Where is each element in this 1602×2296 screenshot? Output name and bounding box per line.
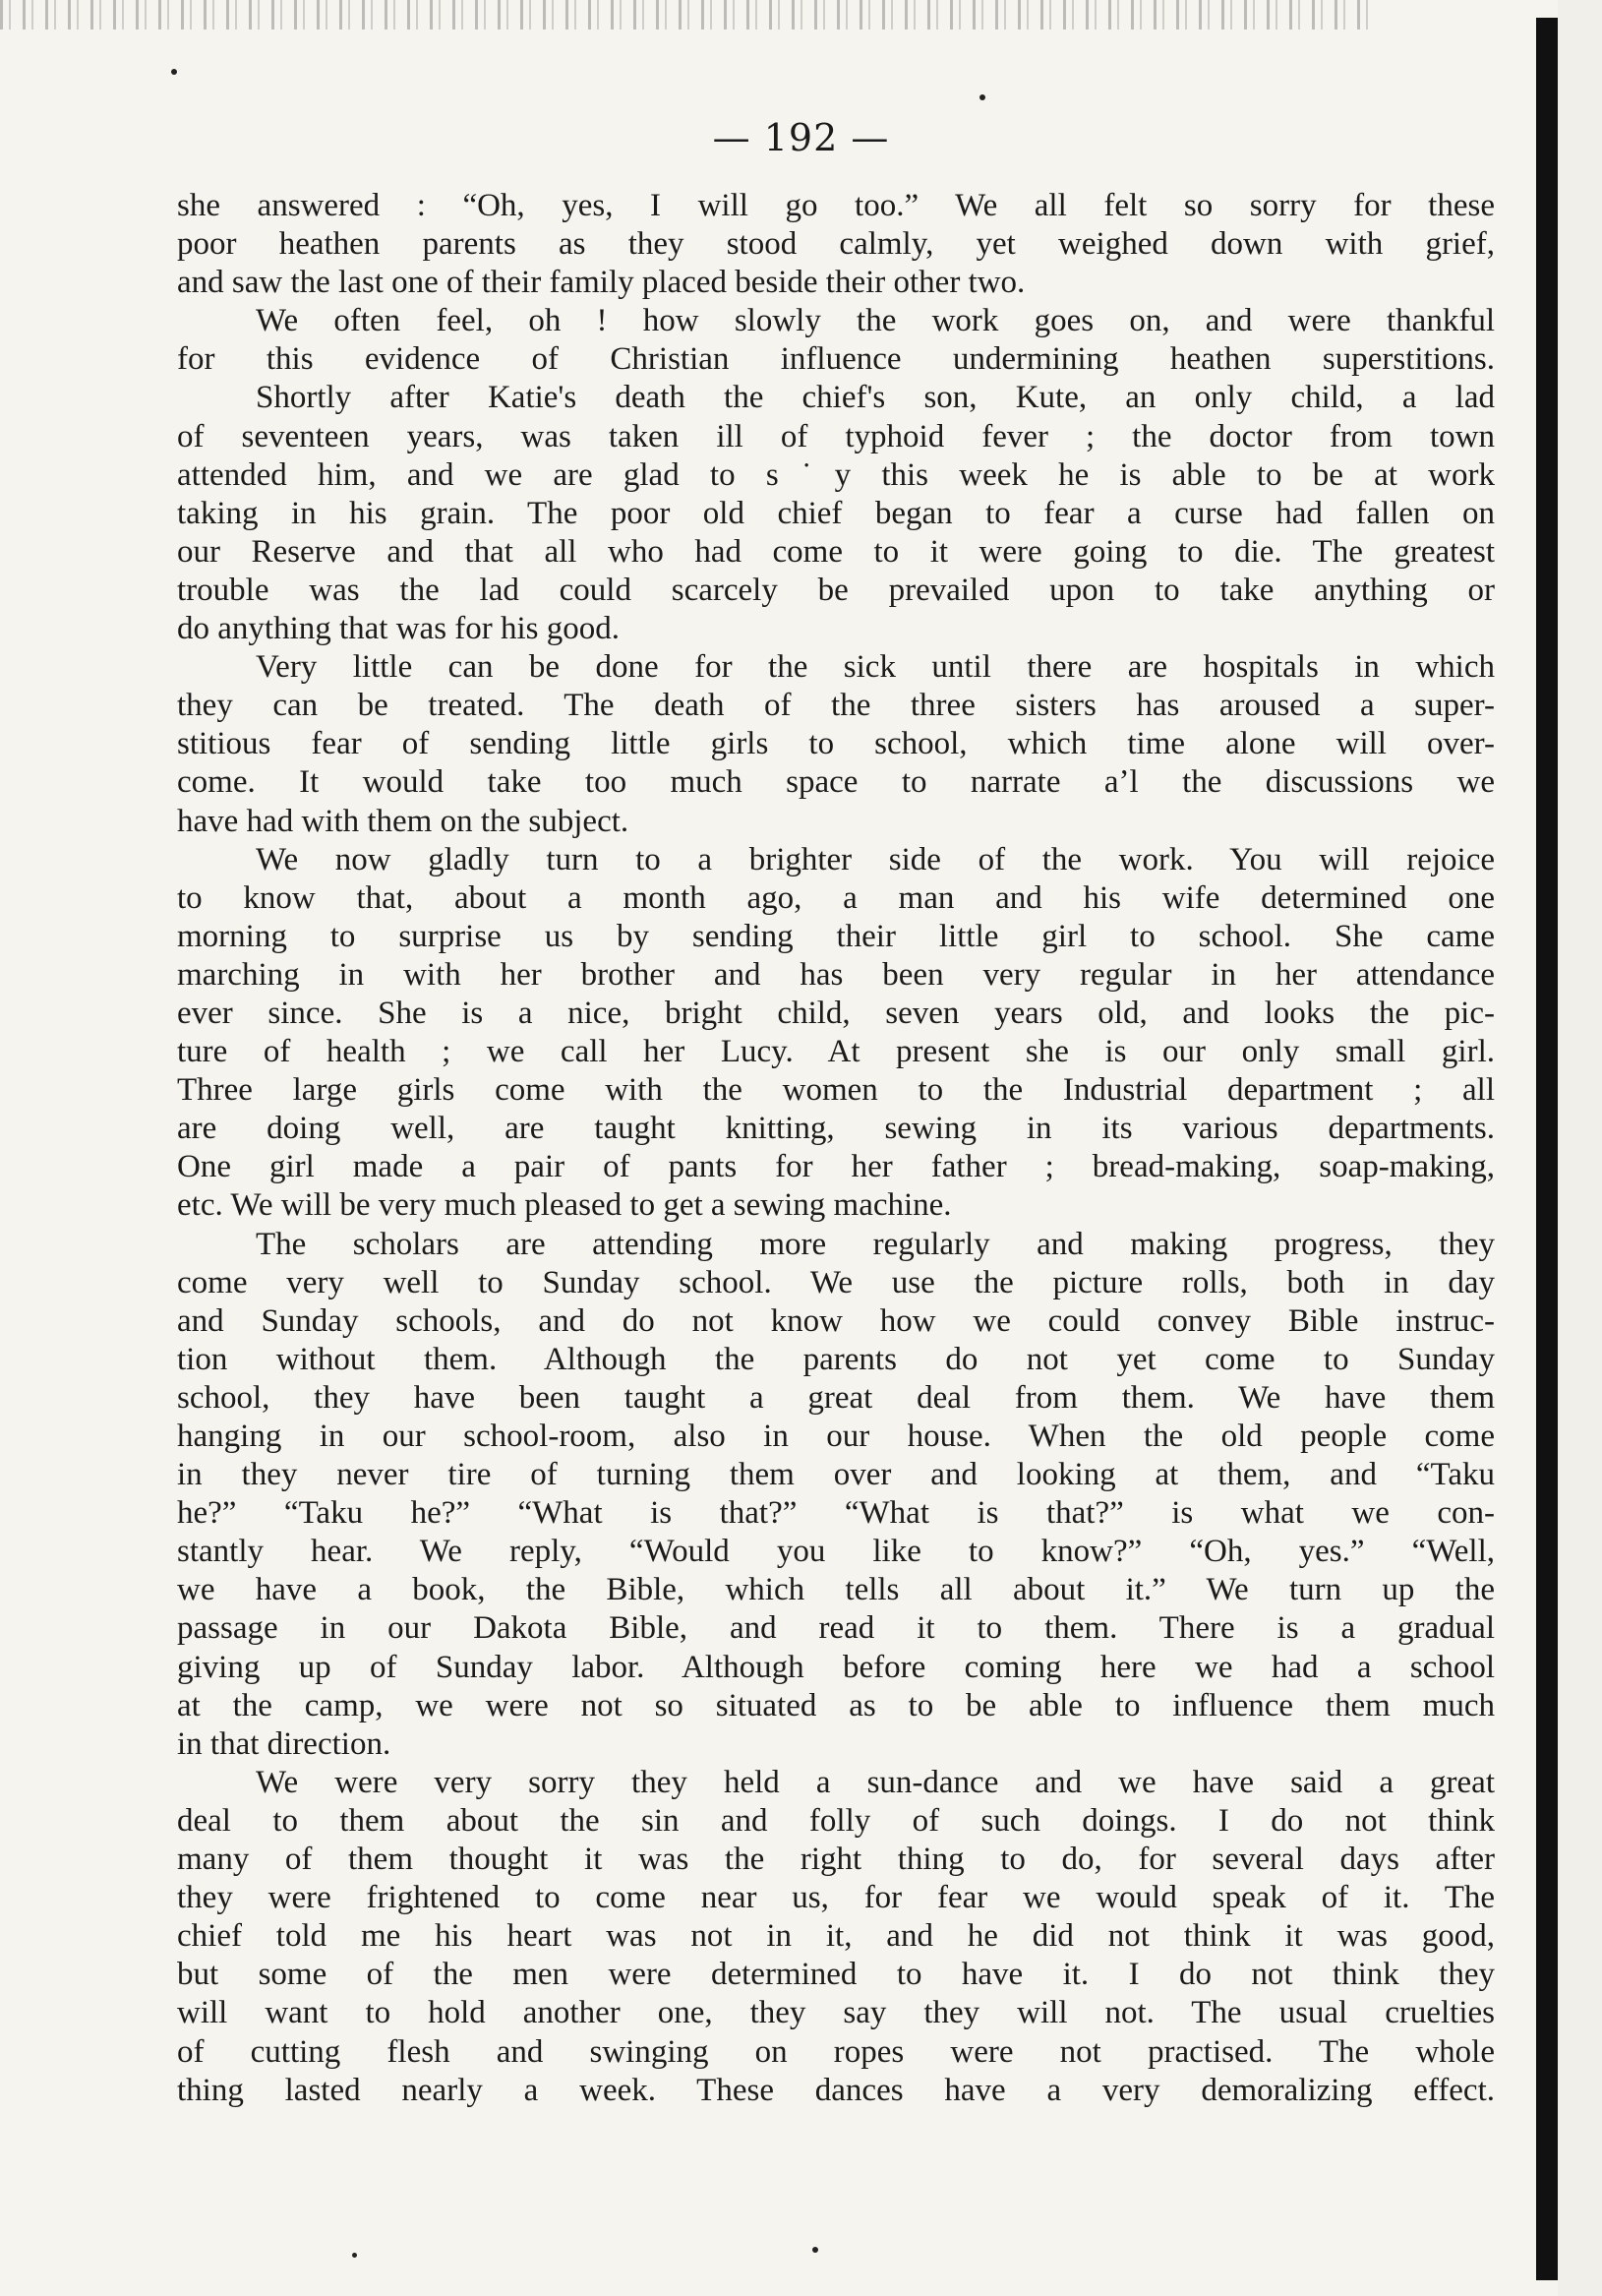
text-line: will want to hold another one, they say they will not. The usual cruelties: [177, 1995, 1495, 2031]
text-line: trouble was the lad could scarcely be prevailed upon to take anything or: [177, 572, 1495, 608]
text-line: but some of the men were determined to have it. I do not think they: [177, 1957, 1495, 1993]
speck: [171, 69, 177, 75]
text-line: and Sunday schools, and do not know how we could convey Bible instruc-: [177, 1302, 1495, 1339]
text-line: stitious fear of sending little girls to school, which time alone will over-: [177, 726, 1495, 762]
text-line: giving up of Sunday labor. Although before coming here we had a school: [177, 1649, 1495, 1685]
text-line: to know that, about a month ago, a man and his wife determined one: [177, 879, 1495, 916]
text-line: attended him, and we are glad to s˙y this week he is able to be at work: [177, 456, 1495, 493]
text-line: at the camp, we were not so situated as to be able to influence them much: [177, 1687, 1495, 1723]
speck: [979, 94, 985, 100]
text-line: stantly hear. We reply, “Would you like to know?” “Oh, yes.” “Well,: [177, 1534, 1495, 1570]
text-line: and saw the last one of their family placed beside their other two.: [177, 265, 1026, 301]
text-line: many of them thought it was the right thing to do, for several days after: [177, 1842, 1495, 1878]
text-line: Three large girls come with the women to the Industrial department ; all: [177, 1072, 1495, 1109]
speck: [812, 2247, 818, 2253]
page-edge: [1558, 0, 1602, 2296]
text-line: taking in his grain. The poor old chief began to fear a curse had fallen on: [177, 495, 1495, 531]
text-line: in that direction.: [177, 1725, 391, 1762]
text-line: The scholars are attending more regularly and making progress, they: [256, 1226, 1495, 1262]
text-line: chief told me his heart was not in it, and he did not think it was good,: [177, 1918, 1495, 1955]
text-line: Shortly after Katie's death the chief's son, Kute, an only child, a lad: [256, 380, 1495, 416]
text-line: have had with them on the subject.: [177, 803, 629, 839]
text-line: do anything that was for his good.: [177, 611, 621, 647]
text-line: ture of health ; we call her Lucy. At present she is our only small girl.: [177, 1034, 1495, 1070]
text-line: We now gladly turn to a brighter side of the work. You will rejoice: [256, 841, 1495, 877]
text-line: they were frightened to come near us, for fear we would speak of it. The: [177, 1880, 1495, 1916]
text-line: marching in with her brother and has been very regular in her attendance: [177, 956, 1495, 993]
text-line: morning to surprise us by sending their little girl to school. She came: [177, 918, 1495, 954]
binding-shadow: [1536, 18, 1558, 2280]
text-line: poor heathen parents as they stood calmly, yet weighed down with grief,: [177, 226, 1495, 263]
page-number: — 192 —: [712, 116, 890, 159]
text-line: hanging in our school-room, also in our house. When the old people come: [177, 1419, 1495, 1454]
text-line: we have a book, the Bible, which tells all about it.” We turn up the: [177, 1572, 1495, 1608]
text-line: tion without them. Although the parents do not yet come to Sunday: [177, 1341, 1495, 1377]
scan-noise-top: [0, 0, 1377, 30]
text-line: passage in our Dakota Bible, and read it to them. There is a gradual: [177, 1610, 1495, 1647]
text-line: they can be treated. The death of the three sisters has aroused a super-: [177, 688, 1495, 724]
text-line: ever since. She is a nice, bright child, seven years old, and looks the pic-: [177, 995, 1495, 1031]
text-line: are doing well, are taught knitting, sewing in its various departments.: [177, 1111, 1495, 1147]
text-line: We were very sorry they held a sun-dance and we have said a great: [256, 1764, 1495, 1800]
text-line: of cutting flesh and swinging on ropes were not practised. The whole: [177, 2033, 1495, 2070]
text-line: school, they have been taught a great deal from them. We have them: [177, 1379, 1495, 1416]
body-text: [177, 187, 1495, 2110]
text-line: in they never tire of turning them over and looking at them, and “Taku: [177, 1457, 1495, 1493]
text-line: for this evidence of Christian influence undermining heathen superstitions.: [177, 341, 1495, 378]
text-line: etc. We will be very much pleased to get a sewing machine.: [177, 1187, 952, 1224]
speck: [352, 2253, 357, 2258]
text-line: One girl made a pair of pants for her father ; bread-making, soap-making,: [177, 1149, 1495, 1185]
text-line: come very well to Sunday school. We use the picture rolls, both in day: [177, 1264, 1495, 1300]
text-line: come. It would take too much space to narrate aʼl the discussions we: [177, 764, 1495, 801]
text-line: she answered : “Oh, yes, I will go too.” We all felt so sorry for these: [177, 188, 1495, 223]
text-line: our Reserve and that all who had come to it were going to die. The greatest: [177, 533, 1495, 570]
text-line: of seventeen years, was taken ill of typhoid fever ; the doctor from town: [177, 418, 1495, 454]
text-line: Very little can be done for the sick until there are hospitals in which: [256, 649, 1495, 686]
text-line: thing lasted nearly a week. These dances have a very demoralizing effect.: [177, 2072, 1495, 2108]
text-line: We often feel, oh ! how slowly the work goes on, and were thankful: [256, 303, 1495, 339]
text-line: deal to them about the sin and folly of such doings. I do not think: [177, 1802, 1495, 1839]
text-line: he?” “Taku he?” “What is that?” “What is that?” is what we con-: [177, 1495, 1495, 1532]
